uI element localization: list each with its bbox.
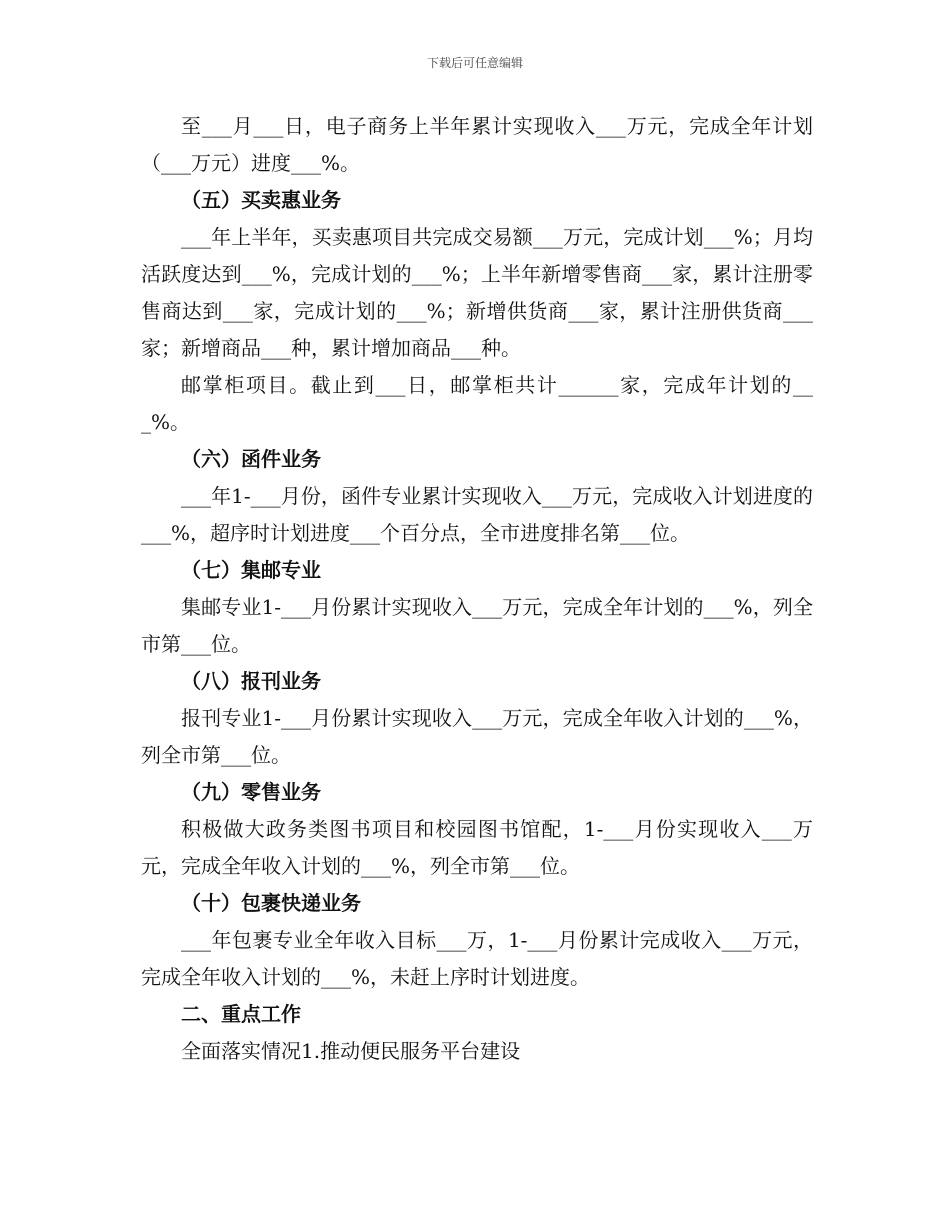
retail-paragraph: 积极做大政务类图书项目和校园图书馆配，1-___月份实现收入___万元，完成全年收入计划的___%，列全市第___位。 <box>141 817 813 878</box>
section-heading-maimaihui: （五）买卖惠业务 <box>181 188 341 212</box>
parcel-paragraph: ___年包裹专业全年收入目标___万，1-___月份累计完成收入___万元，完成全年收入计划的___%，未赶上序时计划进度。 <box>141 928 813 989</box>
section-heading-retail: （九）零售业务 <box>181 780 321 804</box>
maimaihui-paragraph: ___年上半年，买卖惠项目共完成交易额___万元，完成计划___%；月均活跃度达到___%，完成计划的___%；上半年新增零售商___家，累计注册零售商达到___家，完成计划的___%；新增供货商___家，累计注册供货商___家；新增商品___种，累计增加商品___种。 <box>141 225 813 360</box>
youzhanggui-paragraph: 邮掌柜项目。截止到___日，邮掌柜共计______家，完成年计划的___%。 <box>141 373 813 434</box>
section-heading-parcel: （十）包裹快递业务 <box>181 891 361 915</box>
newspapers-paragraph: 报刊专业1-___月份累计实现收入___万元，完成全年收入计划的___%，列全市第___位。 <box>141 706 813 767</box>
section-heading-newspapers: （八）报刊业务 <box>181 669 321 693</box>
document-body <box>141 108 813 1070</box>
page-header-note: 下载后可任意编辑 <box>426 56 523 70</box>
philately-paragraph: 集邮专业1-___月份累计实现收入___万元，完成全年计划的___%，列全市第___位。 <box>141 595 813 656</box>
ecommerce-paragraph: 至___月___日，电子商务上半年累计实现收入___万元，完成全年计划（___万元）进度___%。 <box>141 114 813 175</box>
letters-paragraph: ___年1-___月份，函件专业累计实现收入___万元，完成收入计划进度的___%，超序时计划进度___个百分点，全市进度排名第___位。 <box>141 484 813 545</box>
section-heading-key-work: 二、重点工作 <box>181 1002 301 1026</box>
key-work-paragraph: 全面落实情况1.推动便民服务平台建设 <box>181 1039 521 1063</box>
section-heading-letters: （六）函件业务 <box>181 447 321 471</box>
section-heading-philately: （七）集邮专业 <box>181 558 321 582</box>
